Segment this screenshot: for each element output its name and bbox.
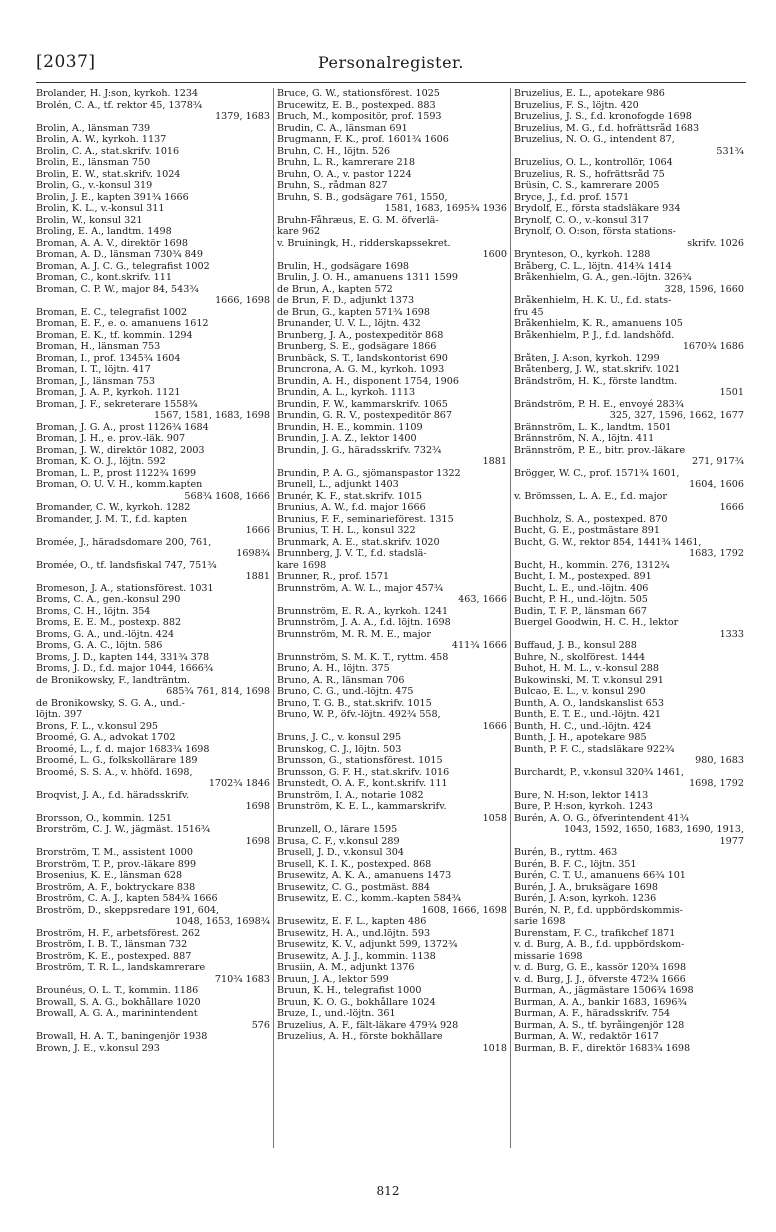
register-entry: Burén, A. O. G., öfverintendent 41¾ (514, 812, 690, 824)
register-entry: Broms, C. A., gen.-konsul 290 (36, 594, 181, 605)
register-entry: v. d. Burg, A. B., f.d. uppbördskom- (514, 939, 685, 950)
page-reference: [2037] (36, 52, 96, 72)
register-entry: Brunius, T. H. L., konsul 322 (277, 525, 416, 536)
register-entry: Burén, J. A., bruksägare 1698 (514, 881, 658, 893)
register-entry: Bruhn, S., rådman 827 (277, 180, 388, 191)
register-entry: Budin, T. F. P., länsman 667 (514, 605, 647, 617)
register-entry: Bruns, J. C., v. konsul 295 (277, 732, 402, 743)
register-entry-continuation: 531¾ (716, 145, 744, 157)
register-entry: Brusewitz, E. C., komm.-kapten 584¾ (277, 893, 462, 904)
register-entry-continuation: 1702¾ 1846 (208, 778, 270, 789)
register-entry-continuation: 1666 (482, 720, 507, 732)
register-entry: Brusewitz, C. G., postmäst. 884 (277, 881, 430, 893)
register-entry: Brorström, C. J. W., jägmäst. 1516¾ (36, 824, 211, 835)
register-entry: de Brun, G., kapten 571¾ 1698 (277, 306, 430, 318)
register-entry: Bruno, A. H., löjtn. 375 (277, 663, 390, 674)
page-header (36, 52, 746, 78)
register-entry: Bromander, C. W., kyrkoh. 1282 (36, 502, 191, 513)
register-entry: Brolén, C. A., tf. rektor 45, 1378¾ (36, 99, 203, 111)
register-entry: Bryce, J., f.d. prof. 1571 (514, 191, 630, 203)
register-entry: Bucht, L. E., und.-löjtn. 406 (514, 582, 649, 594)
register-entry: Brynolf, C. O., v.-konsul 317 (514, 214, 649, 226)
register-entry: Broman, O. U. V. H., komm.kapten (36, 479, 203, 490)
register-entry-continuation: 1698, 1792 (689, 778, 744, 789)
register-entry: Browall, S. A. G., bokhållare 1020 (36, 996, 201, 1008)
register-entry: Burman, A. W., redaktör 1617 (514, 1031, 659, 1042)
register-entry: Brunström, K. E. L., kammarskrifv. (277, 801, 447, 812)
register-entry: Brunnström, A. W. L., major 457¾ (277, 582, 444, 594)
register-entry: Bruze, I., und.-löjtn. 361 (277, 1008, 396, 1019)
register-entry: fru 45 (514, 306, 544, 318)
register-entry: Brunberg, S. E., godsägare 1866 (277, 341, 437, 352)
register-entry: Broman, E. F., e. o. amanuens 1612 (36, 318, 209, 329)
register-entry: Broström, I. B. T., länsman 732 (36, 939, 188, 950)
register-entry: Broms, J. D., f.d. major 1044, 1666¾ (36, 663, 214, 674)
register-entry: Bromander, J. M. T., f.d. kapten (36, 513, 188, 525)
register-entry: Broman, A. D., länsman 730¾ 849 (36, 249, 203, 260)
register-entry: Broling, E. A., landtm. 1498 (36, 226, 172, 237)
register-entry: Broman, J. A. P., kyrkoh. 1121 (36, 387, 181, 398)
register-entry: Brudin, C. A., länsman 691 (277, 122, 408, 134)
register-entry: Bucht, G. W., rektor 854, 1441¾ 1461, (514, 536, 702, 548)
register-entry: Bruhn, C. H., löjtn. 526 (277, 145, 391, 157)
register-entry: Bunth, H. C., und.-löjtn. 424 (514, 720, 652, 732)
register-entry: Broomé, L. G., folkskollärare 189 (36, 755, 198, 766)
register-entry: Broms, J. D., kapten 144, 331¾ 378 (36, 651, 210, 663)
register-entry: Burén, N. P., f.d. uppbördskommis- (514, 904, 683, 916)
register-entry: v. Brömssen, L. A. E., f.d. major (514, 490, 667, 502)
register-entry: Bucht, H., kommin. 276, 1312¾ (514, 559, 670, 571)
register-entry-continuation: 1698¾ (236, 548, 270, 559)
register-entry: Burén, J. A:son, kyrkoh. 1236 (514, 893, 657, 904)
register-entry: Burman, A., jägmästare 1506¾ 1698 (514, 985, 694, 996)
register-entry: Bråtenberg, J. W., stat.skrifv. 1021 (514, 364, 681, 375)
register-entry-continuation: 1670¾ 1686 (682, 341, 744, 352)
register-entry: Burén, B., ryttm. 463 (514, 847, 618, 858)
register-entry-continuation: 1881 (245, 571, 270, 582)
register-entry: kare 962 (277, 226, 321, 237)
register-entry: Broman, I., prof. 1345¾ 1604 (36, 352, 181, 364)
register-entry: Broström, A. F., boktryckare 838 (36, 881, 196, 893)
register-entry: Burman, B. F., direktör 1683¾ 1698 (514, 1042, 691, 1054)
register-columns (36, 88, 748, 1148)
page-title: Personalregister. (317, 53, 465, 72)
register-entry: Brulin, J. O. H., amanuens 1311 1599 (277, 272, 458, 283)
register-entry: Brunnström, E. R. A., kyrkoh. 1241 (277, 605, 449, 617)
register-entry: Broman, J. F., sekreterare 1558¾ (36, 398, 198, 410)
register-entry: Broström, C. A. J., kapten 584¾ 1666 (36, 893, 218, 904)
register-entry: Brunskog, C. J., löjtn. 503 (277, 743, 402, 755)
register-entry: Brusa, C. F., v.konsul 289 (277, 835, 400, 847)
register-entry: Brundin, F. W., kammarskrifv. 1065 (277, 398, 448, 410)
register-entry: Burchardt, P., v.konsul 320¾ 1461, (514, 766, 684, 778)
register-entry-continuation: 463, 1666 (458, 594, 507, 605)
register-entry: Broman, E. C., telegrafist 1002 (36, 306, 188, 318)
register-entry: Bruno, C. G., und.-löjtn. 475 (277, 686, 414, 697)
register-entry-continuation: 325, 327, 1596, 1662, 1677 (609, 410, 744, 421)
register-entry: Broomé, L., f. d. major 1683¾ 1698 (36, 743, 210, 755)
register-entry-continuation: 1881 (482, 456, 507, 467)
register-entry: Brändström, H. K., förste landtm. (514, 375, 678, 387)
register-entry: Brolin, A., länsman 739 (36, 122, 151, 134)
register-entry: Brundin, J. G., häradsskrifv. 732¾ (277, 444, 442, 456)
register-entry: de Bronikowsky, F., landträntm. (36, 674, 191, 686)
register-entry: Brändström, P. H. E., envoyé 283¾ (514, 398, 685, 410)
register-entry: Broman, C., kont.skrifv. 111 (36, 272, 172, 283)
register-entry: Brunstedt, O. A. F., kont.skrifv. 111 (277, 778, 448, 789)
register-entry: Brunzell, O., lärare 1595 (277, 824, 398, 835)
register-entry: Brucewitz, E. B., postexped. 883 (277, 99, 436, 111)
register-entry: Broman, J., länsman 753 (36, 375, 156, 387)
register-entry: Bruzelius, A. F., fält-läkare 479¾ 928 (277, 1019, 459, 1031)
register-entry: löjtn. 397 (36, 709, 83, 720)
register-entry: Burenstam, F. C., trafikchef 1871 (514, 927, 676, 939)
register-entry: Burén, B. F. C., löjtn. 351 (514, 858, 637, 870)
register-entry: Broman, A. A. V., direktör 1698 (36, 237, 188, 249)
register-entry: Broms, C. H., löjtn. 354 (36, 605, 151, 617)
register-entry: Burén, C. T. U., amanuens 66¾ 101 (514, 870, 686, 881)
register-entry: Broman, K. O. J., löjtn. 592 (36, 456, 166, 467)
register-entry: Brusewitz, K. V., adjunkt 599, 1372¾ (277, 939, 458, 950)
register-entry: Broman, J. G. A., prost 1126¾ 1684 (36, 421, 209, 433)
register-entry-continuation: 1608, 1666, 1698 (421, 904, 507, 916)
register-entry: Broman, C. P. W., major 84, 543¾ (36, 283, 199, 295)
register-entry-continuation: 328, 1596, 1660 (664, 283, 744, 295)
register-entry: Bråkenhielm, K. R., amanuens 105 (514, 318, 683, 329)
register-entry-continuation: 1698 (245, 801, 270, 812)
register-entry: Broomé, G. A., advokat 1702 (36, 732, 176, 743)
register-entry: Bruhn, O. A., v. pastor 1224 (277, 168, 412, 180)
register-entry: Brusell, K. I. K., postexped. 868 (277, 858, 432, 870)
register-entry: Brorsson, O., kommin. 1251 (36, 812, 172, 824)
register-entry: Brugmann, F. K., prof. 1601¾ 1606 (277, 134, 449, 145)
register-entry: Broström, K. E., postexped. 887 (36, 950, 192, 962)
register-entry-continuation: 568¾ 1608, 1666 (184, 490, 270, 502)
register-entry: Brorström, T. M., assistent 1000 (36, 847, 193, 858)
register-entry: Bruzelius, J. S., f.d. kronofogde 1698 (514, 111, 692, 122)
register-column-3 (510, 88, 747, 1148)
register-entry: Bråkenhielm, P. J., f.d. landshöfd. (514, 329, 675, 341)
register-entry: Burman, A. F., häradsskrifv. 754 (514, 1008, 671, 1019)
register-entry: Bruzelius, O. L., kontrollör, 1064 (514, 157, 673, 168)
register-entry-continuation: 1043, 1592, 1650, 1683, 1690, 1913, (563, 824, 744, 835)
register-entry: Buhot, H. M. L., v.-konsul 288 (514, 663, 659, 674)
register-entry: missarie 1698 (514, 950, 583, 962)
register-entry: Brolin, E. W., stat.skrifv. 1024 (36, 168, 181, 180)
register-entry: de Brun, F. D., adjunkt 1373 (277, 295, 415, 306)
register-entry: Broqvist, J. A., f.d. häradsskrifv. (36, 789, 190, 801)
register-entry: Bruno, T. G. B., stat.skrifv. 1015 (277, 697, 432, 709)
register-entry: Bunth, A. O., landskanslist 653 (514, 697, 664, 709)
register-entry-continuation: 1666 (245, 525, 270, 536)
register-entry: Bucht, P. H., und.-löjtn. 505 (514, 594, 648, 605)
register-entry: Buffaud, J. B., konsul 288 (514, 640, 637, 651)
register-entry-continuation: skrifv. 1026 (687, 237, 744, 249)
register-entry: Brännström, L. K., landtm. 1501 (514, 421, 672, 433)
register-entry: Brusell, J. D., v.konsul 304 (277, 847, 404, 858)
register-entry: sarie 1698 (514, 916, 566, 927)
register-entry: Brolin, C. A., stat.skrifv. 1016 (36, 145, 180, 157)
register-entry-continuation: 980, 1683 (695, 755, 744, 766)
register-entry: Brolin, A. W., kyrkoh. 1137 (36, 134, 167, 145)
register-entry-continuation: 1666, 1698 (215, 295, 270, 306)
register-entry: Bråkenhielm, H. K. U., f.d. stats- (514, 295, 672, 306)
register-entry-continuation: 411¾ 1666 (451, 640, 507, 651)
register-entry-continuation: 1683, 1792 (689, 548, 744, 559)
register-entry: Burman, A. S., tf. byråingenjör 128 (514, 1019, 685, 1031)
register-entry: Bruch, M., kompositör, prof. 1593 (277, 111, 442, 122)
register-entry-continuation: 1048, 1653, 1698¾ (175, 916, 270, 927)
register-entry: Brundin, H. E., kommin. 1109 (277, 421, 423, 433)
register-entry: Brundin, G. R. V., postexpeditör 867 (277, 410, 453, 421)
register-entry-continuation: 1581, 1683, 1695¾ 1936 (384, 203, 507, 214)
register-entry: Bulcao, E. L., v. konsul 290 (514, 686, 646, 697)
register-entry: Brunell, L., adjunkt 1403 (277, 479, 399, 490)
register-entry: Bruun, K. O. G., bokhållare 1024 (277, 996, 436, 1008)
register-entry: Brunér, K. F., stat.skrifv. 1015 (277, 490, 423, 502)
register-entry: kare 1698 (277, 559, 327, 571)
page-number: 812 (376, 1184, 400, 1198)
register-entry-continuation: 1018 (482, 1042, 507, 1054)
register-entry: Brynolf, O. O:son, första stations- (514, 226, 676, 237)
register-entry: Brundin, A. L., kyrkoh. 1113 (277, 387, 416, 398)
register-entry: Buergel Goodwin, H. C. H., lektor (514, 617, 679, 628)
register-entry-continuation: 1698 (245, 835, 270, 847)
register-entry-continuation: 1379, 1683 (215, 111, 270, 122)
register-entry: Brydolf, E., första stadsläkare 934 (514, 203, 681, 214)
register-entry: Brundin, A. H., disponent 1754, 1906 (277, 375, 459, 387)
register-entry: Broman, H., länsman 753 (36, 341, 161, 352)
register-entry: Brosenius, K. E., länsman 628 (36, 870, 183, 881)
register-entry-continuation: 1567, 1581, 1683, 1698 (154, 410, 270, 421)
register-entry-continuation: 271, 917¾ (691, 456, 744, 467)
register-entry: Brunmark, A. E., stat.skrifv. 1020 (277, 536, 440, 548)
register-entry: Bruhn, S. B., godsägare 761, 1550, (277, 191, 448, 203)
register-entry: Bukowinski, M. T. v.konsul 291 (514, 674, 664, 686)
register-entry: Bure, N. H:son, lektor 1413 (514, 789, 649, 801)
register-entry: de Brun, A., kapten 572 (277, 283, 393, 295)
register-entry: Bruce, G. W., stationsförest. 1025 (277, 88, 440, 99)
register-entry: Brulin, H., godsägare 1698 (277, 260, 410, 272)
register-entry: Burman, A. A., bankir 1683, 1696¾ (514, 996, 687, 1008)
register-entry: Brolin, K. L., v.-konsul 311 (36, 203, 165, 214)
register-entry: Brunbäck, S. T., landskontorist 690 (277, 352, 448, 364)
register-entry: Brusiin, A. M., adjunkt 1376 (277, 962, 415, 973)
register-entry: Bromeson, J. A., stationsförest. 1031 (36, 582, 214, 594)
register-entry: Brüsin, C. S., kamrerare 2005 (514, 180, 660, 191)
register-entry-continuation: 1604, 1606 (689, 479, 744, 490)
register-entry: Browall, A. G. A., marinintendent (36, 1008, 198, 1019)
register-entry: Bruzelius, R. S., hofrättsråd 75 (514, 168, 665, 180)
register-entry-continuation: 1333 (719, 628, 744, 640)
register-entry: Bruhn-Fåhræus, E. G. M. öfverlä- (277, 214, 439, 226)
register-entry: Brunsson, G. F. H., stat.skrifv. 1016 (277, 766, 450, 778)
register-entry: Broman, E. K., tf. kommin. 1294 (36, 329, 193, 341)
register-entry: Broström, H. F., arbetsförest. 262 (36, 927, 201, 939)
register-entry: Broman, A. J. C. G., telegrafist 1002 (36, 260, 210, 272)
register-entry: Brunström, I. A., notarie 1082 (277, 789, 424, 801)
register-entry: Buchholz, S. A., postexped. 870 (514, 513, 668, 525)
register-entry: Bunth, P. F. C., stadsläkare 922¾ (514, 743, 675, 755)
register-entry: Bråten, J. A:son, kyrkoh. 1299 (514, 352, 660, 364)
register-entry: Broman, J. H., e. prov.-läk. 907 (36, 433, 186, 444)
register-entry: Bruun, J. A., lektor 599 (277, 973, 389, 985)
register-entry-continuation: 1600 (482, 249, 507, 260)
register-entry: Broman, L. P., prost 1122¾ 1699 (36, 467, 197, 479)
register-entry-continuation: 576 (251, 1019, 270, 1031)
register-entry: Brunnberg, J. V. T., f.d. stadslä- (277, 548, 427, 559)
register-entry: Broman, I. T., löjtn. 417 (36, 364, 151, 375)
register-entry: v. d. Burg, G. E., kassör 120¾ 1698 (514, 962, 687, 973)
register-entry: Brusewitz, E. F. L., kapten 486 (277, 916, 427, 927)
register-entry: Bruno, W. P., öfv.-löjtn. 492¾ 558, (277, 709, 441, 720)
register-entry: Bucht, I. M., postexped. 891 (514, 571, 652, 582)
register-entry: Bruhn, L. R., kamrerare 218 (277, 157, 415, 168)
register-entry: Bunth, J. H., apotekare 985 (514, 732, 647, 743)
register-entry: de Bronikowsky, S. G. A., und.- (36, 697, 185, 709)
register-entry: Brunnström, S. M. K. T., ryttm. 458 (277, 651, 449, 663)
register-entry: Bure, P. H:son, kyrkoh. 1243 (514, 801, 653, 812)
register-entry-continuation: 710¾ 1683 (214, 973, 270, 985)
register-entry: Brögger, W. C., prof. 1571¾ 1601, (514, 467, 680, 479)
register-entry: Broström, T. R. L., landskamrerare (36, 962, 206, 973)
register-entry: Brorström, T. P., prov.-läkare 899 (36, 858, 197, 870)
register-entry: Brunius, A. W., f.d. major 1666 (277, 502, 426, 513)
register-entry: Brolin, W., konsul 321 (36, 214, 143, 226)
register-entry: Brusewitz, A. K. A., amanuens 1473 (277, 870, 452, 881)
register-entry: Brunsson, G., stationsförest. 1015 (277, 755, 443, 766)
register-entry-continuation: 1977 (719, 835, 744, 847)
register-entry: Broman, J. W., direktör 1082, 2003 (36, 444, 205, 456)
register-entry: v. Bruiningk, H., ridderskapssekret. (277, 237, 451, 249)
register-entry: Brusewitz, H. A., und.löjtn. 593 (277, 927, 431, 939)
register-column-1 (36, 88, 273, 1148)
register-entry: Brolander, H. J:son, kyrkoh. 1234 (36, 88, 199, 99)
register-entry: Brunnström, J. A. A., f.d. löjtn. 1698 (277, 617, 451, 628)
register-entry: Bucht, G. E., postmästare 891 (514, 525, 660, 536)
register-entry: Broms, E. E. M., postexp. 882 (36, 617, 182, 628)
register-entry-continuation: 685¾ 761, 814, 1698 (166, 686, 270, 697)
register-entry: Brusewitz, A. J. J., kommin. 1138 (277, 950, 436, 962)
register-entry: Bunth, E. T. E., und.-löjtn. 421 (514, 709, 661, 720)
register-entry: Bromée, J., häradsdomare 200, 761, (36, 536, 212, 548)
register-entry: Brolin, G., v.-konsul 319 (36, 180, 153, 191)
register-entry: Bråkenhielm, G. A., gen.-löjtn. 326¾ (514, 272, 692, 283)
register-entry: Brundin, P. A. G., sjömanspastor 1322 (277, 467, 461, 479)
register-entry: Bruncrona, A. G. M., kyrkoh. 1093 (277, 364, 445, 375)
register-entry: Brännström, P. E., bitr. prov.-läkare (514, 444, 686, 456)
register-entry: Brounéus, O. L. T., kommin. 1186 (36, 985, 199, 996)
register-entry: Brown, J. E., v.konsul 293 (36, 1042, 160, 1054)
register-entry: Bromée, O., tf. landsfiskal 747, 751¾ (36, 559, 217, 571)
register-entry: Browall, H. A. T., baningenjör 1938 (36, 1031, 208, 1042)
register-entry: Brunberg, J. A., postexpeditör 868 (277, 329, 444, 341)
register-entry: Broomé, S. S. A., v. hhöfd. 1698, (36, 766, 193, 778)
register-entry: Bråberg, C. L., löjtn. 414¾ 1414 (514, 260, 672, 272)
register-entry: Brundin, J. A. Z., lektor 1400 (277, 433, 417, 444)
register-entry: Bruzelius, N. O. G., intendent 87, (514, 134, 675, 145)
register-entry: Bruun, K. H., telegrafist 1000 (277, 985, 422, 996)
register-entry: v. d. Burg, J. J., öfverste 472¾ 1666 (514, 973, 686, 985)
register-entry: Brunander, U. V. L., löjtn. 432 (277, 318, 421, 329)
register-entry: Buhre, N., skolförest. 1444 (514, 651, 646, 663)
register-entry: Bruzelius, E. L., apotekare 986 (514, 88, 665, 99)
register-entry: Brunnström, M. R. M. E., major (277, 628, 431, 640)
register-entry: Broms, G. A. C., löjtn. 586 (36, 640, 163, 651)
register-entry: Bruno, A. R., länsman 706 (277, 674, 405, 686)
register-column-2 (273, 88, 510, 1148)
register-entry: Bruzelius, M. G., f.d. hofrättsråd 1683 (514, 122, 700, 134)
register-entry: Brolin, E., länsman 750 (36, 157, 151, 168)
register-entry: Brynteson, O., kyrkoh. 1288 (514, 249, 651, 260)
register-entry-continuation: 1666 (719, 502, 744, 513)
register-entry: Brolin, J. E., kapten 391¾ 1666 (36, 191, 189, 203)
register-entry: Brons, F. L., v.konsul 295 (36, 720, 159, 732)
register-entry: Brunner, R., prof. 1571 (277, 571, 390, 582)
register-entry: Brunius, F. F., seminarieförest. 1315 (277, 513, 454, 525)
register-entry: Brännström, N. A., löjtn. 411 (514, 433, 655, 444)
register-entry-continuation: 1058 (482, 812, 507, 824)
register-entry: Broms, G. A., und.-löjtn. 424 (36, 628, 175, 640)
register-entry: Bruzelius, F. S., löjtn. 420 (514, 99, 639, 111)
register-entry-continuation: 1501 (719, 387, 744, 398)
header-rule (36, 82, 746, 83)
register-entry: Bruzelius, A. H., förste bokhållare (277, 1031, 443, 1042)
register-entry: Broström, D., skeppsredare 191, 604, (36, 904, 220, 916)
